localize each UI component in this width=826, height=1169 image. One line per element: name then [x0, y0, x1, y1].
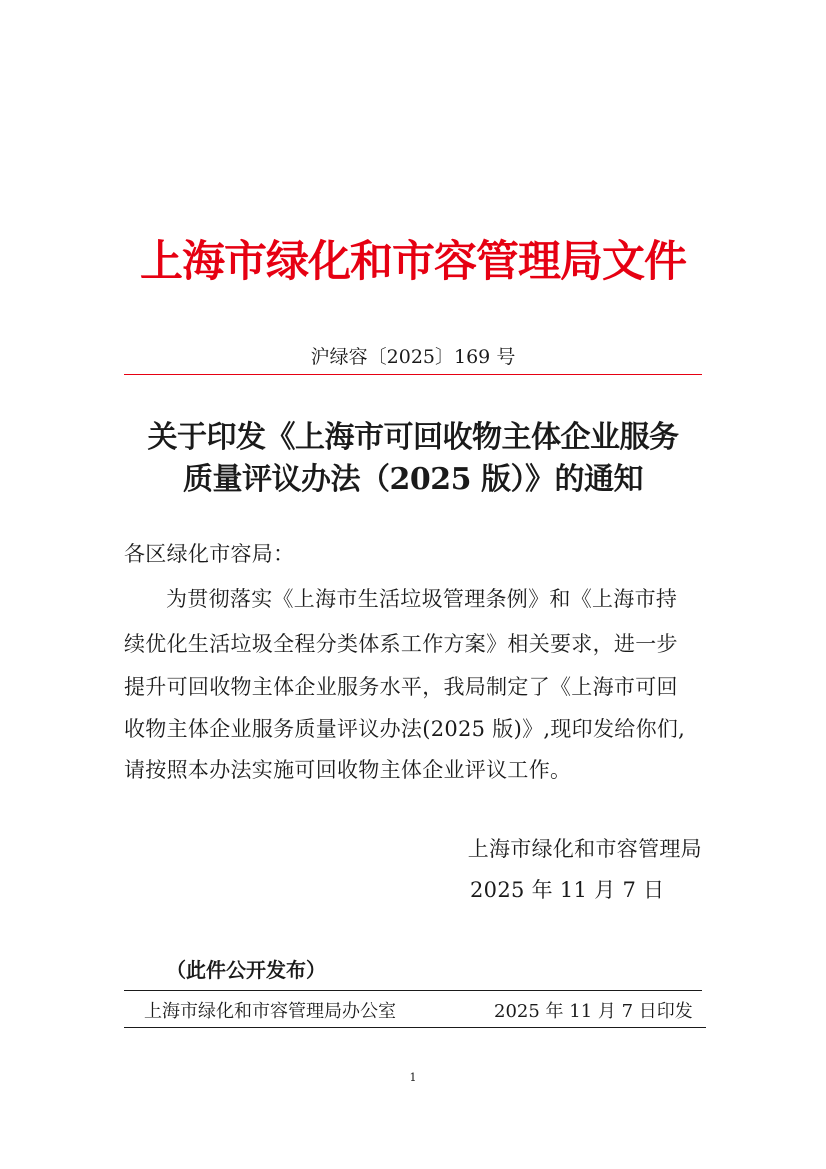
- issuing-agency: 上海市绿化和市容管理局: [467, 837, 702, 861]
- header-red-rule: [124, 374, 702, 375]
- footer-rule-top: [124, 990, 702, 991]
- document-number: 沪绿容〔2025〕169 号: [310, 346, 516, 368]
- notice-title-line-2: 质量评议办法（2025 版）》的通知: [183, 462, 643, 497]
- footer-issuing-office: 上海市绿化和市容管理局办公室: [144, 1001, 396, 1022]
- body-line-3: 提升可回收物主体企业服务水平，我局制定了《上海市可回: [124, 675, 678, 699]
- body-line-1: 为贯彻落实《上海市生活垃圾管理条例》和《上海市持: [166, 587, 678, 611]
- issue-date: 2025 年 11 月 7 日: [470, 878, 665, 902]
- salutation: 各区绿化市容局：: [124, 542, 295, 566]
- body-line-5: 请按照本办法实施可回收物主体企业评议工作。: [124, 758, 572, 782]
- public-release-notice: （此件公开发布）: [166, 958, 326, 982]
- agency-header-title: 上海市绿化和市容管理局文件: [140, 237, 686, 287]
- body-line-4: 收物主体企业服务质量评议办法(2025 版)》,现印发给你们,: [124, 717, 686, 741]
- body-line-2: 续优化生活垃圾全程分类体系工作方案》相关要求，进一步: [124, 632, 678, 656]
- notice-title-line-1: 关于印发《上海市可回收物主体企业服务: [147, 420, 679, 455]
- footer-print-date: 2025 年 11 月 7 日印发: [494, 1001, 693, 1022]
- page-number: 1: [409, 1071, 417, 1084]
- footer-rule-bottom: [124, 1027, 706, 1028]
